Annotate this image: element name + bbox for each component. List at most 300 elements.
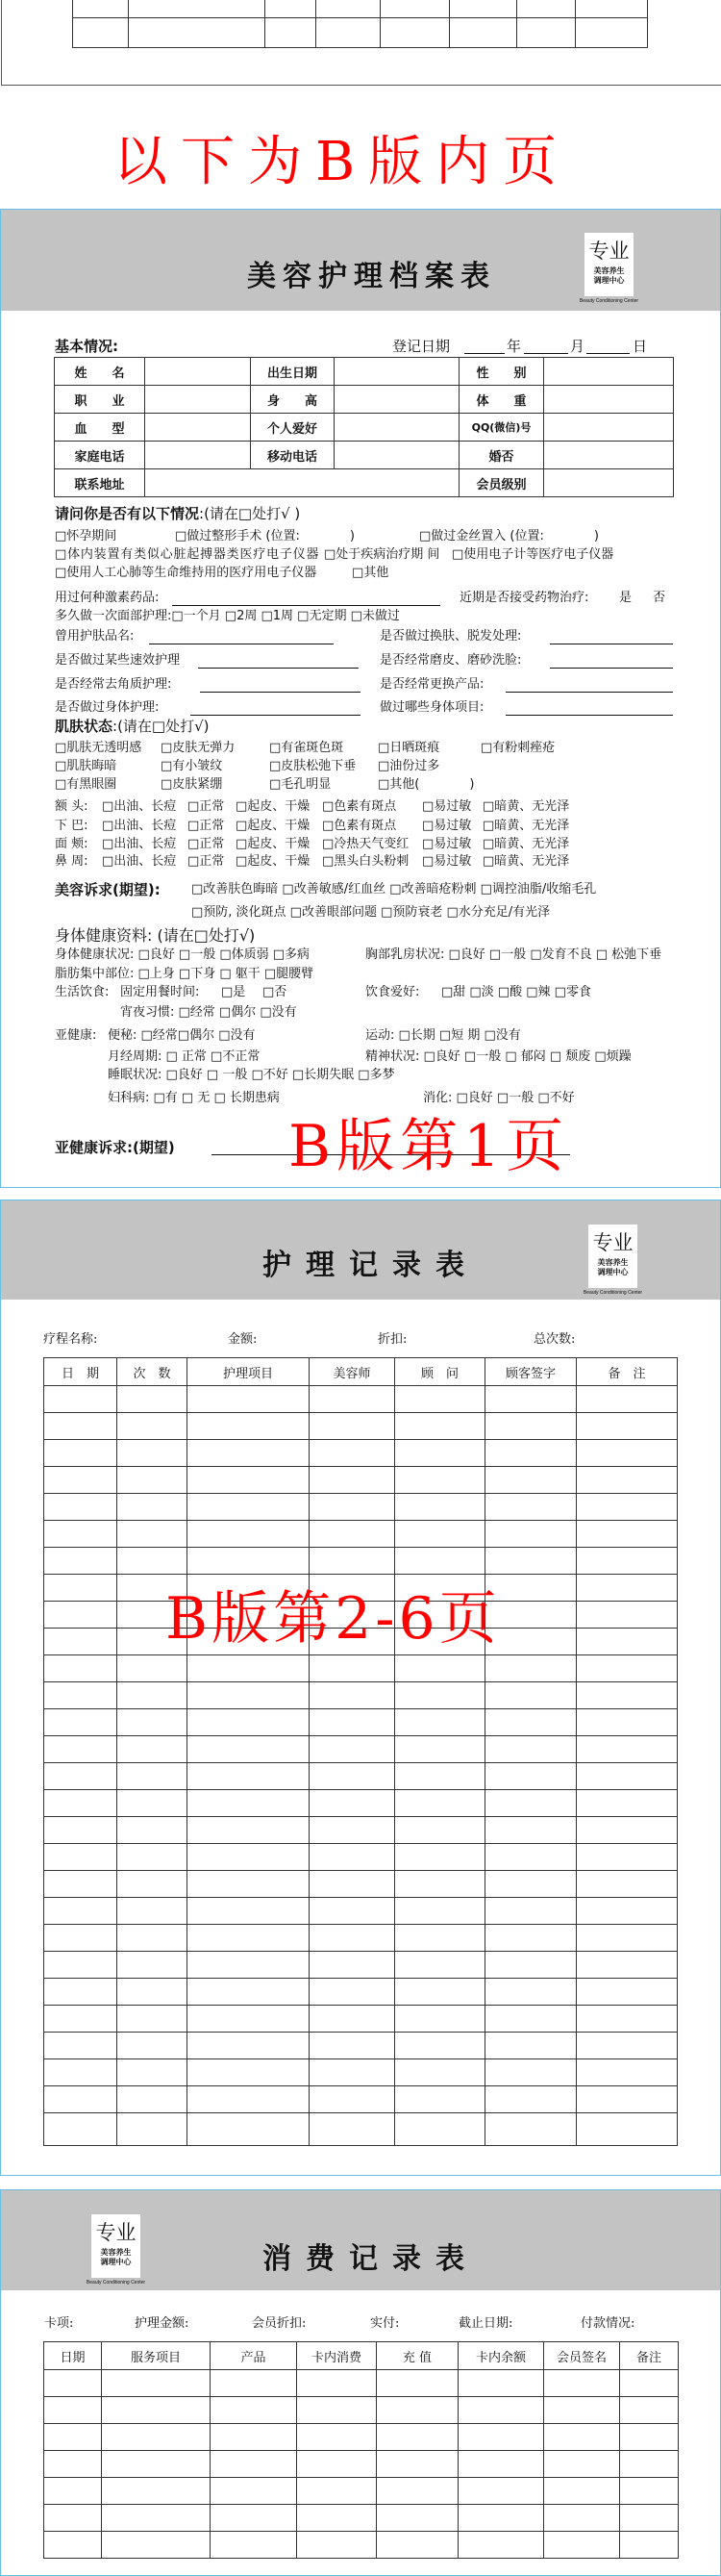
table-cell[interactable] xyxy=(44,2006,117,2033)
qq-field[interactable] xyxy=(544,414,674,442)
month-field[interactable] xyxy=(524,353,568,354)
table-cell[interactable] xyxy=(459,2505,544,2532)
table-cell[interactable] xyxy=(297,2451,377,2478)
table-cell[interactable] xyxy=(211,2532,297,2559)
table-cell[interactable] xyxy=(577,2059,678,2086)
table-cell[interactable] xyxy=(310,2059,395,2086)
mental-state[interactable]: 精神状况: □良好 □一般 □ 郁闷 □ 颓废 □烦躁 xyxy=(365,1049,632,1064)
area-checkbox[interactable]: □出油、长痘 xyxy=(102,854,177,869)
skin-checkbox[interactable]: □油份过多 xyxy=(378,759,440,773)
area-checkbox[interactable]: □暗黄、无光泽 xyxy=(483,854,570,869)
table-cell[interactable] xyxy=(459,2424,544,2451)
table-cell[interactable] xyxy=(44,2478,102,2505)
table-cell[interactable] xyxy=(395,1682,485,1709)
table-cell[interactable] xyxy=(459,2370,544,2397)
table-cell[interactable] xyxy=(395,2086,485,2113)
table-cell[interactable] xyxy=(117,1844,187,1871)
mobile-field[interactable] xyxy=(335,442,460,469)
table-cell[interactable] xyxy=(297,2505,377,2532)
member-discount-field[interactable]: 会员折扣: xyxy=(252,2316,307,2331)
area-checkbox[interactable]: □冷热天气变红 xyxy=(322,837,410,851)
table-cell[interactable] xyxy=(310,1979,395,2006)
health-condition[interactable]: 身体健康状况: □良好 □一般 □体质弱 □多病 xyxy=(55,947,311,962)
table-cell[interactable] xyxy=(577,1790,678,1817)
table-cell[interactable] xyxy=(577,1817,678,1844)
table-cell[interactable] xyxy=(187,1413,310,1440)
discount-field[interactable]: 折扣: xyxy=(378,1332,408,1347)
table-cell[interactable] xyxy=(187,1467,310,1494)
table-cell[interactable] xyxy=(395,1655,485,1682)
table-cell[interactable] xyxy=(577,1871,678,1898)
table-cell[interactable] xyxy=(395,1736,485,1763)
table-cell[interactable] xyxy=(577,1413,678,1440)
table-cell[interactable] xyxy=(620,2424,679,2451)
weight-field[interactable] xyxy=(544,386,674,414)
table-cell[interactable] xyxy=(102,2451,211,2478)
table-cell[interactable] xyxy=(577,1386,678,1413)
area-checkbox[interactable]: □暗黄、无光泽 xyxy=(483,799,570,814)
table-cell[interactable] xyxy=(485,2033,577,2059)
table-cell[interactable] xyxy=(620,2370,679,2397)
table-cell[interactable] xyxy=(544,2397,620,2424)
table-cell[interactable] xyxy=(577,1494,678,1521)
table-cell[interactable] xyxy=(310,1925,395,1952)
table-cell[interactable] xyxy=(395,1440,485,1467)
table-cell[interactable] xyxy=(117,2033,187,2059)
table-cell[interactable] xyxy=(544,2532,620,2559)
table-cell[interactable] xyxy=(544,2370,620,2397)
table-cell[interactable] xyxy=(310,1521,395,1548)
table-cell[interactable] xyxy=(485,1817,577,1844)
table-cell[interactable] xyxy=(117,1817,187,1844)
table-cell[interactable] xyxy=(310,1467,395,1494)
area-checkbox[interactable]: □起皮、干燥 xyxy=(236,819,311,833)
table-cell[interactable] xyxy=(577,1467,678,1494)
gynecology[interactable]: 妇科病: □有 □ 无 □ 长期患病 xyxy=(108,1091,280,1105)
table-cell[interactable] xyxy=(44,1548,117,1575)
table-cell[interactable] xyxy=(310,1413,395,1440)
table-cell[interactable] xyxy=(310,1494,395,1521)
table-cell[interactable] xyxy=(117,1521,187,1548)
fat-distribution[interactable]: 脂肪集中部位: □上身 □下身 □ 躯干 □腿腰臂 xyxy=(55,967,314,981)
table-cell[interactable] xyxy=(577,1655,678,1682)
checkbox-life-support[interactable]: □使用人工心肺等生命维持用的医疗用电子仪器 xyxy=(55,566,317,580)
constipation[interactable]: 便秘: □经常□偶尔 □没有 xyxy=(108,1028,256,1043)
table-cell[interactable] xyxy=(395,1790,485,1817)
table-cell[interactable] xyxy=(117,1790,187,1817)
table-cell[interactable] xyxy=(187,1790,310,1817)
table-cell[interactable] xyxy=(117,2006,187,2033)
year-field[interactable] xyxy=(464,353,505,354)
table-cell[interactable] xyxy=(187,1952,310,1979)
table-cell[interactable] xyxy=(102,2478,211,2505)
table-cell[interactable] xyxy=(395,1494,485,1521)
area-checkbox[interactable]: □出油、长痘 xyxy=(102,819,177,833)
care-amount-field[interactable]: 护理金额: xyxy=(135,2316,189,2331)
table-cell[interactable] xyxy=(117,1925,187,1952)
table-cell[interactable] xyxy=(485,2006,577,2033)
table-cell[interactable] xyxy=(485,1790,577,1817)
table-cell[interactable] xyxy=(485,1979,577,2006)
table-cell[interactable] xyxy=(485,1844,577,1871)
table-cell[interactable] xyxy=(44,2113,117,2146)
table-cell[interactable] xyxy=(44,1655,117,1682)
gender-field[interactable] xyxy=(544,358,674,386)
area-checkbox[interactable]: □正常 xyxy=(187,837,225,851)
table-cell[interactable] xyxy=(577,2113,678,2146)
table-cell[interactable] xyxy=(459,2397,544,2424)
name-field[interactable] xyxy=(145,358,251,386)
blood-type-field[interactable] xyxy=(145,414,251,442)
table-cell[interactable] xyxy=(44,2505,102,2532)
table-cell[interactable] xyxy=(117,1898,187,1925)
height-field[interactable] xyxy=(335,386,460,414)
table-cell[interactable] xyxy=(310,1898,395,1925)
payment-status-field[interactable]: 付款情况: xyxy=(581,2316,635,2331)
table-cell[interactable] xyxy=(577,1844,678,1871)
table-cell[interactable] xyxy=(117,1548,187,1575)
table-cell[interactable] xyxy=(395,1925,485,1952)
area-checkbox[interactable]: □正常 xyxy=(187,854,225,869)
checkbox-pregnant[interactable]: □怀孕期间 xyxy=(55,529,117,543)
table-cell[interactable] xyxy=(310,1440,395,1467)
table-cell[interactable] xyxy=(211,2424,297,2451)
skin-checkbox[interactable]: □皮肤松弛下垂 xyxy=(269,759,357,773)
table-cell[interactable] xyxy=(44,1440,117,1467)
exfoliate-wash-field[interactable] xyxy=(550,668,673,669)
table-cell[interactable] xyxy=(44,1602,117,1629)
table-cell[interactable] xyxy=(187,1494,310,1521)
area-checkbox[interactable]: □易过敏 xyxy=(422,837,472,851)
table-cell[interactable] xyxy=(577,1736,678,1763)
table-cell[interactable] xyxy=(117,2059,187,2086)
table-cell[interactable] xyxy=(187,1979,310,2006)
occupation-field[interactable] xyxy=(145,386,251,414)
table-cell[interactable] xyxy=(395,1979,485,2006)
late-snack[interactable]: 宵夜习惯: □经常 □偶尔 □没有 xyxy=(120,1005,297,1020)
table-cell[interactable] xyxy=(44,1494,117,1521)
skin-checkbox[interactable]: □肌肤晦暗 xyxy=(55,759,117,773)
table-cell[interactable] xyxy=(44,1709,117,1736)
table-cell[interactable] xyxy=(297,2397,377,2424)
table-cell[interactable] xyxy=(485,1898,577,1925)
table-cell[interactable] xyxy=(620,2397,679,2424)
table-cell[interactable] xyxy=(187,1844,310,1871)
checkbox-under-treatment[interactable]: □处于疾病治疗期 间 xyxy=(324,547,440,562)
table-cell[interactable] xyxy=(395,1386,485,1413)
table-cell[interactable] xyxy=(395,2033,485,2059)
table-cell[interactable] xyxy=(577,1521,678,1548)
checkbox-plastic-surgery[interactable]: □做过整形手术 (位置: ) xyxy=(175,529,355,543)
table-cell[interactable] xyxy=(544,2478,620,2505)
diet-pref-options[interactable]: □甜 □淡 □酸 □辣 □零食 xyxy=(441,985,591,999)
table-cell[interactable] xyxy=(44,2397,102,2424)
beauty-goals-line2[interactable]: □预防, 淡化斑点 □改善眼部问题 □预防衰老 □水分充足/有光泽 xyxy=(191,905,551,920)
area-checkbox[interactable]: □出油、长痘 xyxy=(102,837,177,851)
body-items-field[interactable] xyxy=(506,715,673,716)
total-count-field[interactable]: 总次数: xyxy=(534,1332,576,1347)
skin-checkbox[interactable]: □肌肤无透明感 xyxy=(55,741,142,755)
table-cell[interactable] xyxy=(395,1898,485,1925)
area-checkbox[interactable]: □色素有斑点 xyxy=(322,799,397,814)
table-cell[interactable] xyxy=(44,2451,102,2478)
area-checkbox[interactable]: □正常 xyxy=(187,799,225,814)
table-cell[interactable] xyxy=(187,1521,310,1548)
table-cell[interactable] xyxy=(395,2059,485,2086)
deadline-field[interactable]: 截止日期: xyxy=(459,2316,513,2331)
table-cell[interactable] xyxy=(377,2397,459,2424)
area-checkbox[interactable]: □易过敏 xyxy=(422,854,472,869)
birthday-field[interactable] xyxy=(335,358,460,386)
table-cell[interactable] xyxy=(577,2086,678,2113)
table-cell[interactable] xyxy=(44,1871,117,1898)
table-cell[interactable] xyxy=(297,2478,377,2505)
table-cell[interactable] xyxy=(310,1790,395,1817)
menstrual-cycle[interactable]: 月经周期: □ 正常 □不正常 xyxy=(108,1049,261,1064)
skin-checkbox[interactable]: □皮肤无弹力 xyxy=(161,741,236,755)
table-cell[interactable] xyxy=(485,1548,577,1575)
area-checkbox[interactable]: □易过敏 xyxy=(422,819,472,833)
table-cell[interactable] xyxy=(620,2451,679,2478)
area-checkbox[interactable]: □黑头白头粉刺 xyxy=(322,854,410,869)
table-cell[interactable] xyxy=(485,2059,577,2086)
table-cell[interactable] xyxy=(485,1494,577,1521)
area-checkbox[interactable]: □正常 xyxy=(187,819,225,833)
exfoliation-field[interactable] xyxy=(200,692,360,693)
card-item-field[interactable]: 卡项: xyxy=(44,2316,74,2331)
checkbox-electronic-device[interactable]: □使用电子计等医疗电子仪器 xyxy=(452,547,614,562)
table-cell[interactable] xyxy=(187,2006,310,2033)
table-cell[interactable] xyxy=(117,1494,187,1521)
table-cell[interactable] xyxy=(377,2424,459,2451)
table-cell[interactable] xyxy=(44,1736,117,1763)
checkbox-gold-thread[interactable]: □做过金丝置入 (位置: ) xyxy=(419,529,599,543)
table-cell[interactable] xyxy=(395,1763,485,1790)
table-cell[interactable] xyxy=(44,2059,117,2086)
table-cell[interactable] xyxy=(544,2505,620,2532)
member-level-field[interactable] xyxy=(544,469,674,497)
table-cell[interactable] xyxy=(187,1736,310,1763)
table-cell[interactable] xyxy=(395,2113,485,2146)
table-cell[interactable] xyxy=(395,1871,485,1898)
table-cell[interactable] xyxy=(395,1817,485,1844)
table-cell[interactable] xyxy=(377,2532,459,2559)
facial-frequency[interactable]: 多久做一次面部护理:□一个月 □2周 □1周 □无定期 □未做过 xyxy=(55,609,400,623)
table-cell[interactable] xyxy=(310,1817,395,1844)
table-cell[interactable] xyxy=(117,1467,187,1494)
table-cell[interactable] xyxy=(117,1952,187,1979)
meal-time-no[interactable]: □否 xyxy=(262,985,287,999)
table-cell[interactable] xyxy=(377,2505,459,2532)
table-cell[interactable] xyxy=(577,1709,678,1736)
table-cell[interactable] xyxy=(187,2113,310,2146)
table-cell[interactable] xyxy=(44,1925,117,1952)
table-cell[interactable] xyxy=(102,2424,211,2451)
table-cell[interactable] xyxy=(395,1521,485,1548)
table-cell[interactable] xyxy=(620,2532,679,2559)
table-cell[interactable] xyxy=(459,2532,544,2559)
table-cell[interactable] xyxy=(310,1548,395,1575)
area-checkbox[interactable]: □易过敏 xyxy=(422,799,472,814)
table-cell[interactable] xyxy=(117,1413,187,1440)
table-cell[interactable] xyxy=(44,2370,102,2397)
table-cell[interactable] xyxy=(44,1763,117,1790)
table-cell[interactable] xyxy=(44,1386,117,1413)
table-cell[interactable] xyxy=(485,1736,577,1763)
sleep-state[interactable]: 睡眠状况: □良好 □ 一般 □不好 □长期失眠 □多梦 xyxy=(108,1068,395,1082)
table-cell[interactable] xyxy=(187,1655,310,1682)
table-cell[interactable] xyxy=(44,1467,117,1494)
table-cell[interactable] xyxy=(187,1440,310,1467)
area-checkbox[interactable]: □起皮、干燥 xyxy=(236,837,311,851)
table-cell[interactable] xyxy=(377,2478,459,2505)
table-cell[interactable] xyxy=(310,1386,395,1413)
table-cell[interactable] xyxy=(395,2006,485,2033)
table-cell[interactable] xyxy=(310,1736,395,1763)
skin-checkbox[interactable]: □其他( ) xyxy=(378,777,475,792)
table-cell[interactable] xyxy=(485,1467,577,1494)
table-cell[interactable] xyxy=(310,2006,395,2033)
table-cell[interactable] xyxy=(310,1709,395,1736)
table-cell[interactable] xyxy=(310,2086,395,2113)
drug-yes[interactable]: 是 xyxy=(619,591,633,605)
course-name-field[interactable]: 疗程名称: xyxy=(43,1332,98,1347)
change-products-field[interactable] xyxy=(506,692,673,693)
table-cell[interactable] xyxy=(395,1952,485,1979)
table-cell[interactable] xyxy=(297,2370,377,2397)
table-cell[interactable] xyxy=(117,1655,187,1682)
table-cell[interactable] xyxy=(620,2478,679,2505)
table-cell[interactable] xyxy=(577,1602,678,1629)
table-cell[interactable] xyxy=(44,1844,117,1871)
table-cell[interactable] xyxy=(485,1682,577,1709)
table-cell[interactable] xyxy=(44,1575,117,1602)
table-cell[interactable] xyxy=(544,2451,620,2478)
table-cell[interactable] xyxy=(310,1844,395,1871)
marital-field[interactable] xyxy=(544,442,674,469)
hormone-field[interactable] xyxy=(172,605,440,606)
table-cell[interactable] xyxy=(117,2086,187,2113)
table-cell[interactable] xyxy=(44,1682,117,1709)
table-cell[interactable] xyxy=(395,1548,485,1575)
table-cell[interactable] xyxy=(485,1925,577,1952)
skin-checkbox[interactable]: □有雀斑色斑 xyxy=(269,741,344,755)
table-cell[interactable] xyxy=(102,2532,211,2559)
table-cell[interactable] xyxy=(577,1898,678,1925)
table-cell[interactable] xyxy=(187,1817,310,1844)
table-cell[interactable] xyxy=(44,1817,117,1844)
skin-checkbox[interactable]: □有黑眼圈 xyxy=(55,777,117,792)
table-cell[interactable] xyxy=(211,2451,297,2478)
table-cell[interactable] xyxy=(117,1871,187,1898)
table-cell[interactable] xyxy=(485,1763,577,1790)
table-cell[interactable] xyxy=(485,1952,577,1979)
table-cell[interactable] xyxy=(117,1979,187,2006)
body-care-field[interactable] xyxy=(190,715,360,716)
table-cell[interactable] xyxy=(310,1682,395,1709)
table-cell[interactable] xyxy=(187,2033,310,2059)
skin-checkbox[interactable]: □毛孔明显 xyxy=(269,777,332,792)
table-cell[interactable] xyxy=(485,1386,577,1413)
table-cell[interactable] xyxy=(187,1763,310,1790)
table-cell[interactable] xyxy=(577,1763,678,1790)
skin-checkbox[interactable]: □有粉刺痤疮 xyxy=(481,741,556,755)
table-cell[interactable] xyxy=(395,1844,485,1871)
table-cell[interactable] xyxy=(44,2424,102,2451)
hobby-field[interactable] xyxy=(335,414,460,442)
table-cell[interactable] xyxy=(117,1709,187,1736)
table-cell[interactable] xyxy=(187,1682,310,1709)
table-cell[interactable] xyxy=(577,1575,678,1602)
table-cell[interactable] xyxy=(44,1979,117,2006)
table-cell[interactable] xyxy=(310,2113,395,2146)
table-cell[interactable] xyxy=(44,2532,102,2559)
table-cell[interactable] xyxy=(485,1440,577,1467)
table-cell[interactable] xyxy=(310,1763,395,1790)
table-cell[interactable] xyxy=(485,2113,577,2146)
table-cell[interactable] xyxy=(187,1548,310,1575)
table-cell[interactable] xyxy=(395,1467,485,1494)
checkbox-other[interactable]: □其他 xyxy=(352,566,389,580)
skin-checkbox[interactable]: □皮肤紧绷 xyxy=(161,777,223,792)
table-cell[interactable] xyxy=(187,1925,310,1952)
table-cell[interactable] xyxy=(211,2505,297,2532)
digestion[interactable]: 消化: □良好 □一般 □不好 xyxy=(423,1091,575,1105)
table-cell[interactable] xyxy=(44,1629,117,1655)
table-cell[interactable] xyxy=(187,2086,310,2113)
table-cell[interactable] xyxy=(485,1655,577,1682)
table-cell[interactable] xyxy=(117,1736,187,1763)
table-cell[interactable] xyxy=(377,2451,459,2478)
table-cell[interactable] xyxy=(44,2033,117,2059)
area-checkbox[interactable]: □暗黄、无光泽 xyxy=(483,819,570,833)
table-cell[interactable] xyxy=(620,2505,679,2532)
table-cell[interactable] xyxy=(459,2451,544,2478)
table-cell[interactable] xyxy=(577,2033,678,2059)
area-checkbox[interactable]: □暗黄、无光泽 xyxy=(483,837,570,851)
exercise[interactable]: 运动: □长期 □短 期 □没有 xyxy=(365,1028,521,1043)
table-cell[interactable] xyxy=(310,1871,395,1898)
table-cell[interactable] xyxy=(102,2505,211,2532)
table-cell[interactable] xyxy=(577,1925,678,1952)
table-cell[interactable] xyxy=(187,2059,310,2086)
table-cell[interactable] xyxy=(297,2424,377,2451)
table-cell[interactable] xyxy=(187,1709,310,1736)
area-checkbox[interactable]: □色素有斑点 xyxy=(322,819,397,833)
area-checkbox[interactable]: □起皮、干燥 xyxy=(236,799,311,814)
table-cell[interactable] xyxy=(577,1440,678,1467)
table-cell[interactable] xyxy=(577,1682,678,1709)
table-cell[interactable] xyxy=(187,1386,310,1413)
table-cell[interactable] xyxy=(117,1440,187,1467)
table-cell[interactable] xyxy=(44,1790,117,1817)
checkbox-pacemaker[interactable]: □体内装置有类似心脏起搏器类医疗电子仪器 xyxy=(55,547,320,562)
table-cell[interactable] xyxy=(544,2424,620,2451)
table-cell[interactable] xyxy=(377,2370,459,2397)
table-cell[interactable] xyxy=(577,1629,678,1655)
table-cell[interactable] xyxy=(117,2113,187,2146)
table-cell[interactable] xyxy=(44,1898,117,1925)
quick-care-field[interactable] xyxy=(198,668,359,669)
table-cell[interactable] xyxy=(297,2532,377,2559)
beauty-goals-line1[interactable]: □改善肤色晦暗 □改善敏感/红血丝 □改善暗疮粉刺 □调控油脂/收缩毛孔 xyxy=(191,882,597,897)
table-cell[interactable] xyxy=(44,1413,117,1440)
meal-time-yes[interactable]: □是 xyxy=(221,985,246,999)
table-cell[interactable] xyxy=(187,1898,310,1925)
table-cell[interactable] xyxy=(117,1386,187,1413)
table-cell[interactable] xyxy=(485,1521,577,1548)
table-cell[interactable] xyxy=(310,1952,395,1979)
